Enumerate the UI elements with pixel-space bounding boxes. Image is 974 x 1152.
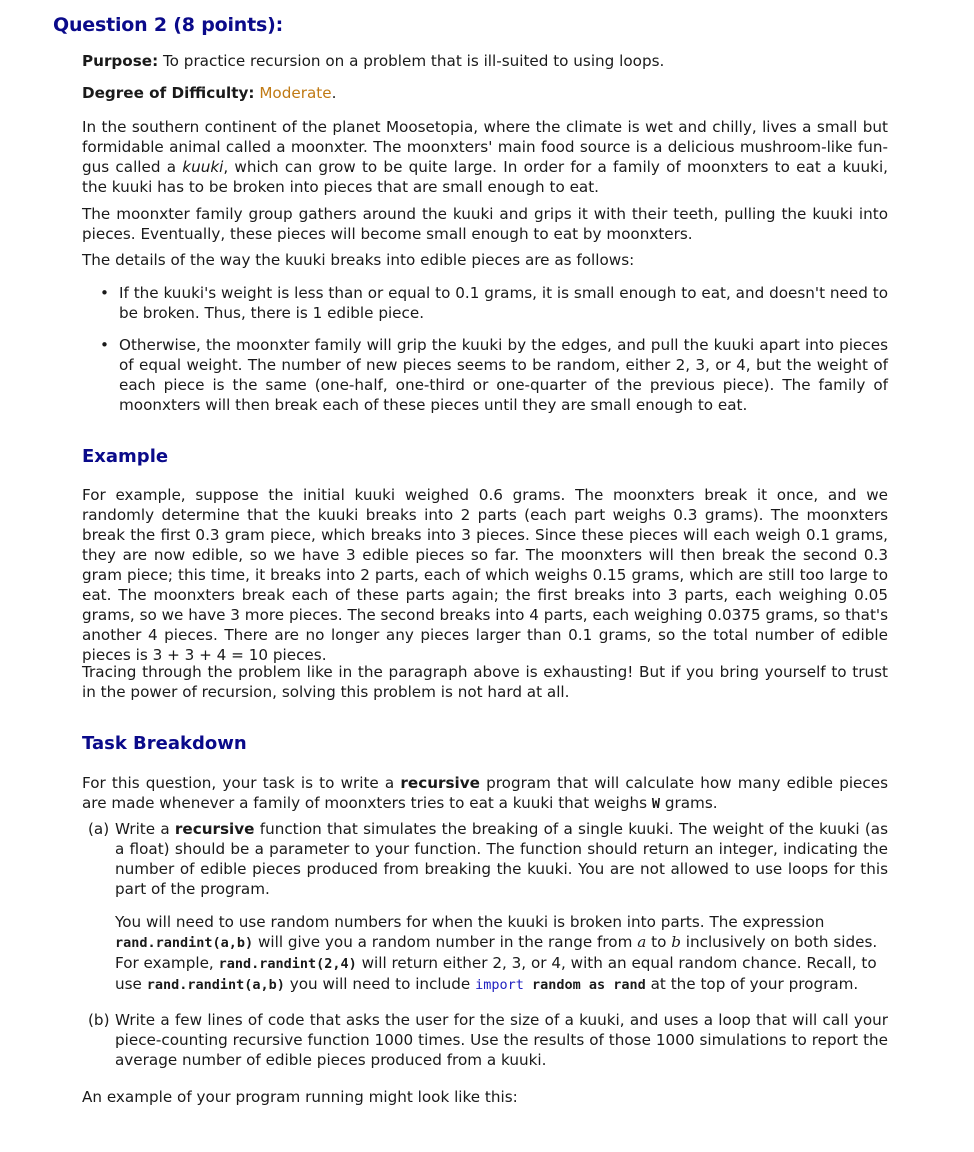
example-paragraph-1: For example, suppose the initial kuuki weighed 0.6 grams. The moonxters break it once, and we randomly determine that the kuuki breaks into 2 parts (each part weighs 0.3 grams). The moonxters break the first 0.3 gram piece, which breaks into 3 pieces. Since these pieces will each weigh 0.1 grams, they are now edible, so we have 3 edible pieces so far. The moonxters will then break the second 0.3 gram piece; this time, it breaks into 2 parts, each of which weighs 0.15 grams, which are still too large to eat. The moonxters break each of these parts again; the first breaks into 3 parts, each weighing 0.05 grams, so we have 3 more pieces. The second breaks into 4 parts, each weighing 0.0375 grams, so that's another 4 pieces. There are no longer any pieces larger than 0.1 grams, so the total number of edible pieces is 3 + 3 + 4 = 10 pieces. <box>82 486 888 664</box>
random-text-7: at the top of your program. <box>645 975 859 993</box>
bullet-marker: • <box>100 336 109 354</box>
weight-variable: W <box>651 796 661 812</box>
question-title: Question 2 (8 points): <box>53 14 283 36</box>
intro-paragraph-3: The details of the way the kuuki breaks into edible pieces are as follows: <box>82 251 635 269</box>
purpose-text: To practice recursion on a problem that is ill-suited to using loops. <box>162 52 665 70</box>
task-part-a <box>88 819 888 899</box>
purpose-label: Purpose: <box>82 52 159 70</box>
part-b-marker: (b) <box>88 1011 110 1029</box>
example-paragraph-2: Tracing through the problem like in the paragraph above is exhausting! But if you bring yourself to trust in the power of recursion, solving this problem is not hard at all. <box>82 663 888 701</box>
rule-text: Otherwise, the moonxter family will grip the kuuki by the edges, and pull the kuuki apart into pieces of equal weight. The number of new pieces seems to be random, either 2, 3, or 4, but the weight of each piece is the same (one-half, one-third or one-quarter of the previous piece). The family of moonxters will then break each of these pieces until they are small enough to eat. <box>119 336 888 414</box>
random-text-5: will return either 2, 3, or 4, with an equal random chance. Recall, to use <box>115 954 877 993</box>
difficulty-period: . <box>331 84 337 102</box>
intro-p1-start: In the southern continent of the planet Moosetopia, where the climate is wet and chilly, lives a small but formidable animal called a moonxter. The moonxters' main food source is a delicious mushroom-like fun-gus called a <box>82 118 888 176</box>
intro-paragraph-2: The moonxter family group gathers around the kuuki and grips it with their teeth, pulling the kuuki into pieces. Eventually, these pieces will become small enough to eat by moonxters. <box>82 205 888 243</box>
task-intro-mid: program that will calculate how many edible pieces are made whenever a family of moonxters tries to eat a kuuki that weighs <box>82 774 889 812</box>
example-heading: Example <box>82 446 169 467</box>
random-text-1: You will need to use random numbers for when the kuuki is broken into parts. The expression <box>115 913 825 931</box>
rule-item-2 <box>100 335 888 415</box>
rule-item-1 <box>100 283 888 323</box>
random-text-2: will give you a random number in the range from <box>253 933 638 951</box>
import-statement: random as rand <box>523 977 646 993</box>
task-intro <box>82 773 888 814</box>
random-text-3: to <box>646 933 672 951</box>
part-a-end: function that simulates the breaking of a single kuuki. The weight of the kuuki (as a float) should be a parameter to your function. The function should return an integer, indicating the number of edible pieces produced from breaking the kuuki. You are not allowed to use loops for this part of the program. <box>115 820 888 898</box>
task-heading: Task Breakdown <box>82 733 247 754</box>
randint-code: rand.randint(a,b) <box>115 935 254 951</box>
randint-code-2: rand.randint(a,b) <box>146 977 285 993</box>
rules-list <box>100 283 888 323</box>
task-intro-start: For this question, your task is to write a <box>82 774 401 792</box>
randint-example-code: rand.randint(2,4) <box>218 956 357 972</box>
random-text-4: inclusively on both sides. For example, <box>115 933 878 972</box>
rule-text: If the kuuki's weight is less than or equal to 0.1 grams, it is small enough to eat, and doesn't need to be broken. Thus, there is 1 edible piece. <box>119 284 888 322</box>
task-outro: An example of your program running might look like this: <box>82 1088 518 1106</box>
part-a-start: Write a <box>115 820 175 838</box>
task-part-b <box>88 1010 888 1070</box>
task-intro-end: grams. <box>660 794 718 812</box>
intro-p1-end: , which can grow to be quite large. In order for a family of moonxters to eat a kuuki, the kuuki has to be broken into pieces that are small enough to eat. <box>82 158 888 196</box>
part-a-random-text <box>115 912 888 995</box>
difficulty-line <box>82 83 888 103</box>
bullet-marker: • <box>100 284 109 302</box>
var-a: a <box>637 933 647 951</box>
part-a-text <box>115 819 888 899</box>
purpose-line <box>82 51 888 71</box>
task-part-a-random <box>88 912 888 995</box>
task-intro-bold: recursive <box>400 774 480 792</box>
difficulty-label: Degree of Difficulty: <box>82 84 255 102</box>
rules-list-continued <box>100 335 888 415</box>
part-a-marker: (a) <box>88 820 110 838</box>
var-b: b <box>671 933 681 951</box>
intro-paragraph-1 <box>82 117 888 197</box>
random-text-6: you will need to include <box>284 975 476 993</box>
kuuki-term: kuuki <box>182 158 224 176</box>
part-b-text: Write a few lines of code that asks the user for the size of a kuuki, and uses a loop that will call your piece-counting recursive function 1000 times. Use the results of those 1000 simulations to report the average number of edible pieces produced from a kuuki. <box>115 1011 888 1069</box>
difficulty-value: Moderate <box>259 84 332 102</box>
import-keyword: import <box>475 977 524 993</box>
part-a-bold: recursive <box>174 820 255 838</box>
